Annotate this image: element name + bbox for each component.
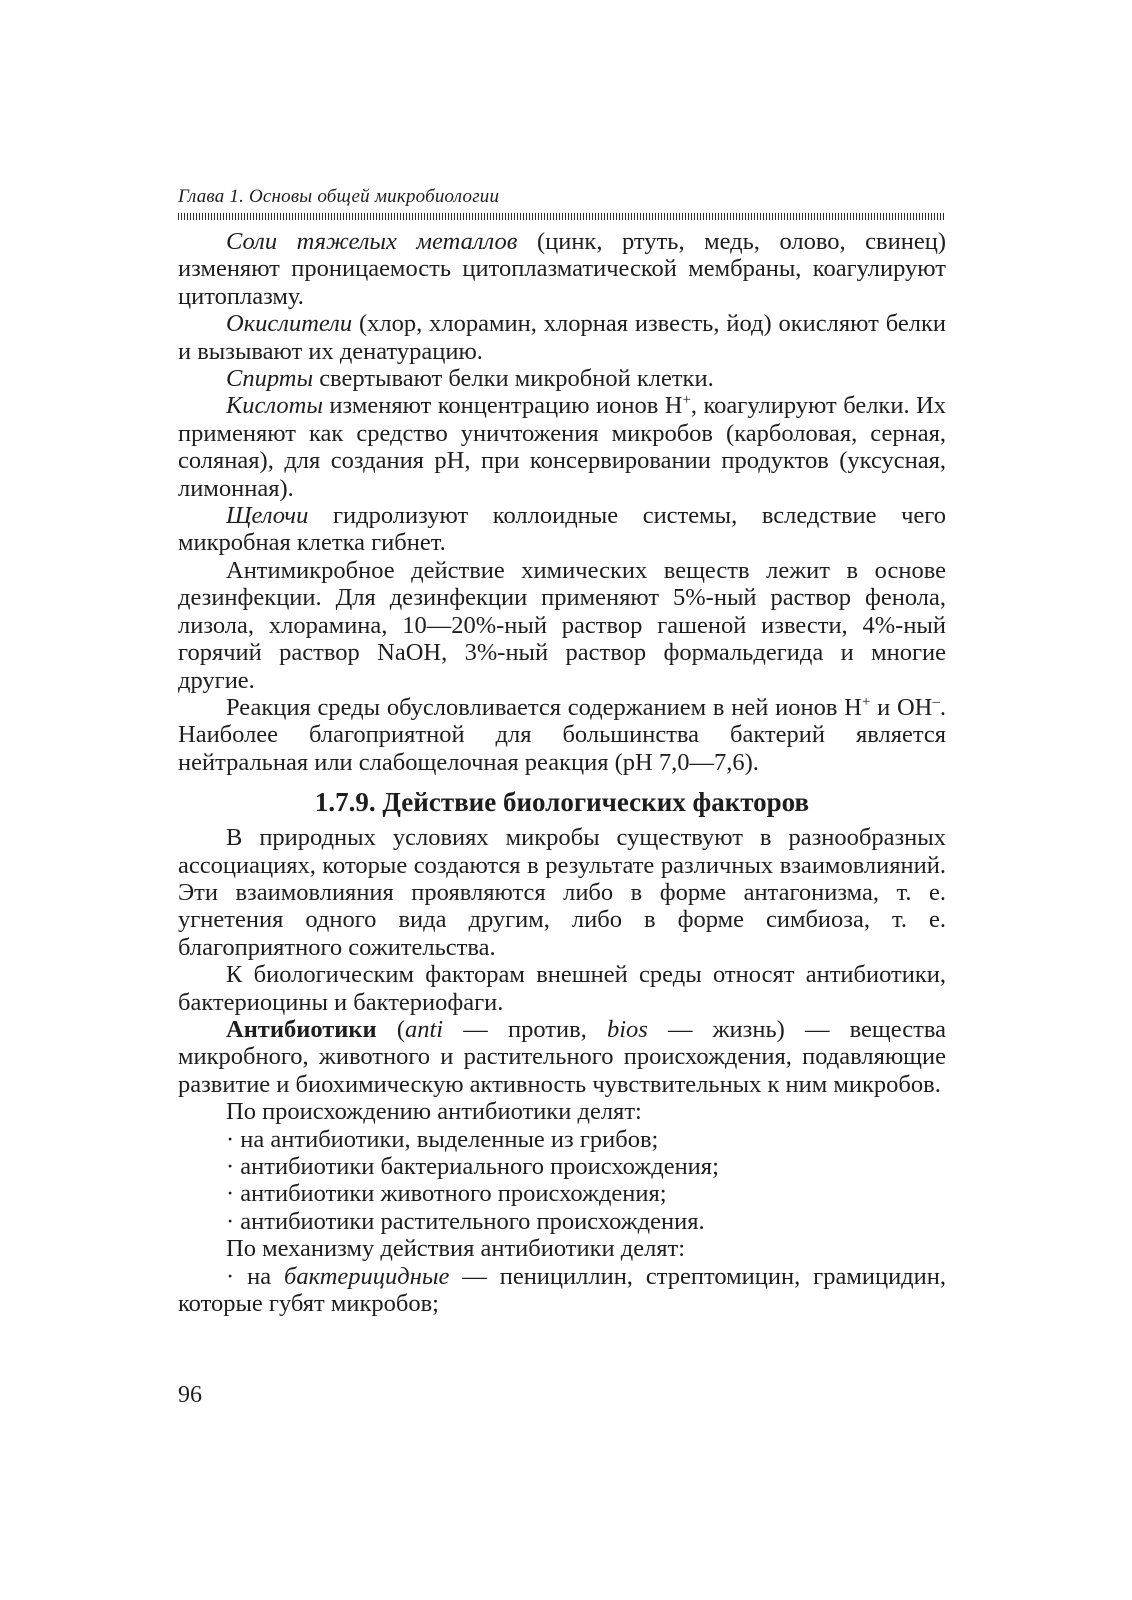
- paragraph: Реакция среды обусловливается содержанием в ней ионов Н+ и ОН–. Наиболее благоприятной для большинства бактерий является нейтральная или слабощелочная реакция (рН 7,0—7,6).: [178, 693, 946, 776]
- paragraph: Спирты свертывают белки микробной клетки.: [226, 365, 714, 393]
- list-item: · антибиотики животного происхождения;: [226, 1180, 667, 1208]
- paragraph: Соли тяжелых металлов (цинк, ртуть, медь, олово, свинец) изменяют проницаемость цитоплазматической мембраны, коагулируют цитоплазму.: [178, 228, 946, 310]
- paragraph: По происхождению антибиотики делят:: [226, 1098, 642, 1126]
- paragraph: Антимикробное действие химических веществ лежит в основе дезинфекции. Для дезинфекции применяют 5%-ный раствор фенола, лизола, хлорамина, 10—20%-ный раствор гашеной извести, 4%-ный горячий раствор NaOH, 3%-ный раствор формальдегида и многие другие.: [178, 556, 946, 694]
- term: бактерицидные: [284, 1262, 450, 1290]
- term: Окислители: [226, 310, 353, 338]
- list-item: · антибиотики бактериального происхождения;: [226, 1153, 719, 1180]
- paragraph: К биологическим факторам внешней среды относят антибиотики, бактериоцины и бактериофаги.: [178, 961, 946, 1016]
- term: Соли тяжелых металлов: [226, 228, 518, 255]
- term: Щелочи: [226, 502, 309, 530]
- term: Спирты: [226, 365, 314, 393]
- list-item: · антибиотики растительного происхождения.: [226, 1207, 705, 1235]
- paragraph: Щелочи гидролизуют коллоидные системы, вследствие чего микробная клетка гибнет.: [178, 502, 946, 557]
- header-rule: [178, 213, 946, 220]
- paragraph: Антибиотики (anti — против, bios — жизнь) — вещества микробного, животного и растительного происхождения, подавляющие развитие и биохимическую активность чувствительных к ним микробов.: [178, 1015, 946, 1098]
- page-body: [178, 228, 946, 1317]
- paragraph: По механизму действия антибиотики делят:: [226, 1235, 686, 1263]
- running-head: Глава 1. Основы общей микробиологии: [178, 186, 500, 207]
- paragraph: Окислители (хлор, хлорамин, хлорная известь, йод) окисляют белки и вызывают их денатурацию.: [178, 310, 946, 365]
- page-number: 96: [178, 1382, 202, 1408]
- term: Кислоты: [226, 392, 323, 420]
- section-title: 1.7.9. Действие биологических факторов: [314, 787, 810, 818]
- paragraph: В природных условиях микробы существуют в разнообразных ассоциациях, которые создаются в результате различных взаимовлияний. Эти взаимовлияния проявляются либо в форме антагонизма, т. е. угнетения одного вида другим, либо в форме симбиоза, т. е. благоприятного сожительства.: [178, 824, 946, 961]
- list-item: · на бактерицидные — пенициллин, стрептомицин, грамицидин, которые губят микробов;: [178, 1262, 946, 1318]
- list-item: · на антибиотики, выделенные из грибов;: [226, 1125, 659, 1153]
- paragraph: Кислоты изменяют концентрацию ионов Н+, коагулируют белки. Их применяют как средство уничтожения микробов (карболовая, серная, соляная), для создания рН, при консервировании продуктов (уксусная, лимонная).: [178, 392, 946, 502]
- term-bold: Антибиотики: [226, 1015, 377, 1043]
